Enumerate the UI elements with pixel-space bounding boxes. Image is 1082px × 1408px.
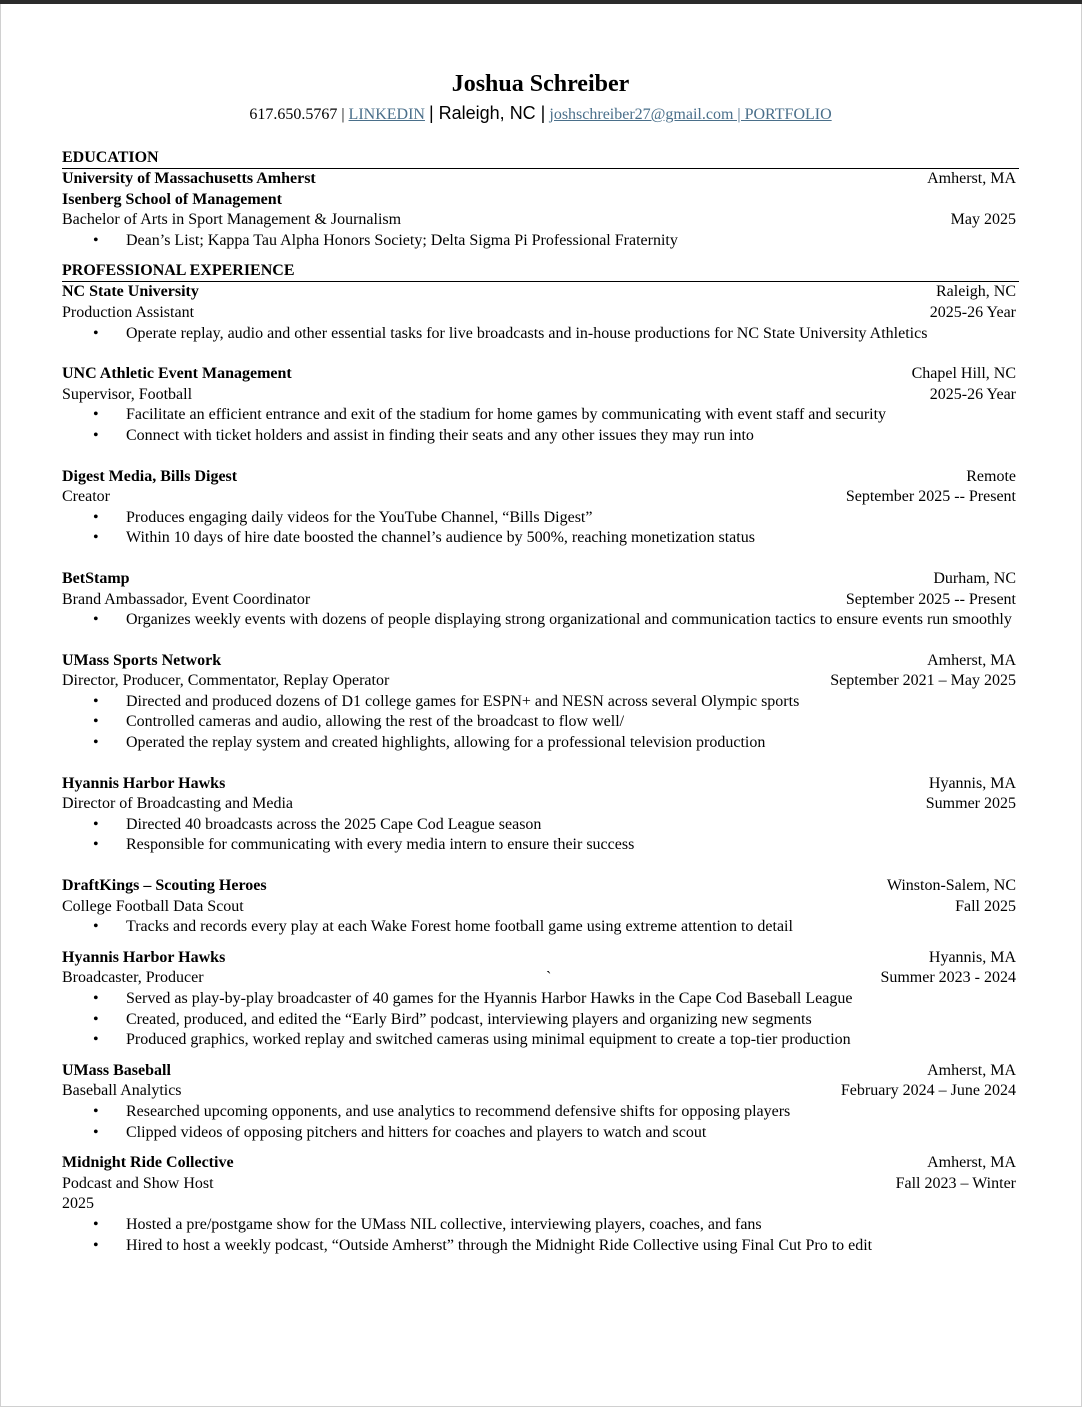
college-name: Isenberg School of Management [62,190,282,208]
job-entry [62,948,1019,1051]
list-item: • Organizes weekly events with dozens of people displaying strong organizational and communication tactics to ensure events run smoothly [62,610,1019,631]
resume-page [62,68,1019,1276]
job-role: College Football Data Scout [62,897,244,915]
job-role: Production Assistant [62,303,195,321]
list-item: • Controlled cameras and audio, allowing the rest of the broadcast to flow well/ [62,712,1019,733]
list-item: • Directed and produced dozens of D1 college games for ESPN+ and NESN across several Olympic sports [62,692,1019,713]
degree: Bachelor of Arts in Sport Management & Journalism [62,211,402,229]
list-item: • Tracks and records every play at each Wake Forest home football game using extreme attention to detail [62,917,1019,938]
job-org: UMass Sports Network [62,651,222,669]
list-item: • Produced graphics, worked replay and switched cameras using minimal equipment to create a top-tier production [62,1030,1019,1051]
list-item: • Operate replay, audio and other essential tasks for live broadcasts and in-house productions for NC State University Athletics [62,324,1019,345]
list-item: • Hired to host a weekly podcast, “Outside Amherst” through the Midnight Ride Collective using Final Cut Pro to edit [62,1236,1019,1257]
section-title-education: EDUCATION [62,147,1019,169]
job-date: September 2025 -- Present [845,488,1016,506]
list-item: • Hosted a pre/postgame show for the UMass NIL collective, interviewing players, coaches, and fans [62,1215,1019,1236]
contact-line [62,100,1019,128]
job-org: BetStamp [62,569,130,587]
job-location: Remote [966,467,1016,485]
school-name: University of Massachusetts Amherst [62,170,316,187]
job-entry [62,774,1019,856]
job-location: Chapel Hill, NC [911,365,1016,383]
job-date: February 2024 – June 2024 [840,1082,1016,1100]
job-org: Digest Media, Bills Digest [62,467,238,485]
education-entry [62,169,1019,251]
list-item: • Within 10 days of hire date boosted the channel’s audience by 500%, reaching monetization status [62,528,1019,549]
job-entry [62,569,1019,631]
graduation-date: May 2025 [950,211,1016,229]
job-date: 2025-26 Year [929,303,1016,321]
job-location: Amherst, MA [927,651,1016,669]
job-entry [62,467,1019,549]
list-item: • Clipped videos of opposing pitchers and hitters for coaches and players to watch and scout [62,1123,1019,1144]
stray-mark: ` [546,969,552,987]
education-school-row [62,169,1019,190]
job-date: September 2021 – May 2025 [830,672,1016,690]
job-location: Amherst, MA [927,1154,1016,1172]
job-role: Broadcaster, Producer [62,969,204,987]
job-location: Hyannis, MA [928,948,1016,966]
job-location: Winston-Salem, NC [886,877,1016,895]
list-item: • Researched upcoming opponents, and use analytics to recommend defensive shifts for opposing players [62,1102,1019,1123]
job-date: Summer 2023 - 2024 [880,969,1016,987]
list-item: • Facilitate an efficient entrance and exit of the stadium for home games by communicating with event staff and security [62,405,1019,426]
list-item: • Connect with ticket holders and assist in finding their seats and any other issues they may run into [62,426,1019,447]
list-item: • Created, produced, and edited the “Early Bird” podcast, interviewing players and organizing new segments [62,1010,1019,1031]
school-location: Amherst, MA [927,170,1016,187]
job-location: Raleigh, NC [936,283,1016,301]
job-role: Baseball Analytics [62,1082,182,1100]
job-location: Hyannis, MA [928,774,1016,792]
job-location: Durham, NC [933,569,1016,587]
list-item: • Produces engaging daily videos for the YouTube Channel, “Bills Digest” [62,508,1019,529]
job-date-wrap: 2025 [62,1195,94,1213]
job-org: DraftKings – Scouting Heroes [62,877,267,895]
location-text: | Raleigh, NC | [428,103,546,123]
job-role: Director of Broadcasting and Media [62,795,294,813]
job-org: Midnight Ride Collective [62,1154,234,1172]
job-entry [62,364,1019,446]
candidate-name: Joshua Schreiber [451,71,630,97]
education-college-row [62,190,1019,211]
job-entry [62,876,1019,938]
email-portfolio-link[interactable]: joshschreiber27@gmail.com | PORTFOLIO [549,106,832,123]
job-date: Fall 2023 – Winter [895,1174,1016,1192]
list-item: • Operated the replay system and created highlights, allowing for a professional television production [62,733,1019,754]
linkedin-link[interactable]: LINKEDIN [348,106,425,123]
job-entry [62,282,1019,344]
job-entry [62,1153,1019,1256]
job-role: Creator [62,488,110,506]
education-degree-row [62,210,1019,231]
job-date: Fall 2025 [955,897,1016,915]
list-item: • Directed 40 broadcasts across the 2025 Cape Cod League season [62,815,1019,836]
section-title-experience: PROFESSIONAL EXPERIENCE [62,260,1019,282]
job-entry [62,1061,1019,1143]
education-bullets [62,231,1019,252]
job-role: Brand Ambassador, Event Coordinator [62,590,311,608]
job-location: Amherst, MA [927,1061,1016,1079]
job-org: Hyannis Harbor Hawks [62,774,226,792]
job-date: September 2025 -- Present [845,590,1016,608]
job-role: Supervisor, Football [62,385,193,403]
list-item: • Served as play-by-play broadcaster of 40 games for the Hyannis Harbor Hawks in the Cape Cod Baseball League [62,989,1019,1010]
job-org: NC State University [62,283,199,301]
list-item: • Dean’s List; Kappa Tau Alpha Honors Society; Delta Sigma Pi Professional Fraternity [62,231,1019,252]
job-date: Summer 2025 [925,795,1016,813]
job-org: Hyannis Harbor Hawks [62,948,226,966]
list-item: • Responsible for communicating with every media intern to ensure their success [62,835,1019,856]
job-date: 2025-26 Year [929,385,1016,403]
job-entry [62,651,1019,754]
job-org: UNC Athletic Event Management [62,365,292,383]
job-org: UMass Baseball [62,1061,171,1079]
job-role: Director, Producer, Commentator, Replay Operator [62,672,390,690]
phone-number: 617.650.5767 | [249,106,345,123]
job-role: Podcast and Show Host [62,1174,214,1192]
